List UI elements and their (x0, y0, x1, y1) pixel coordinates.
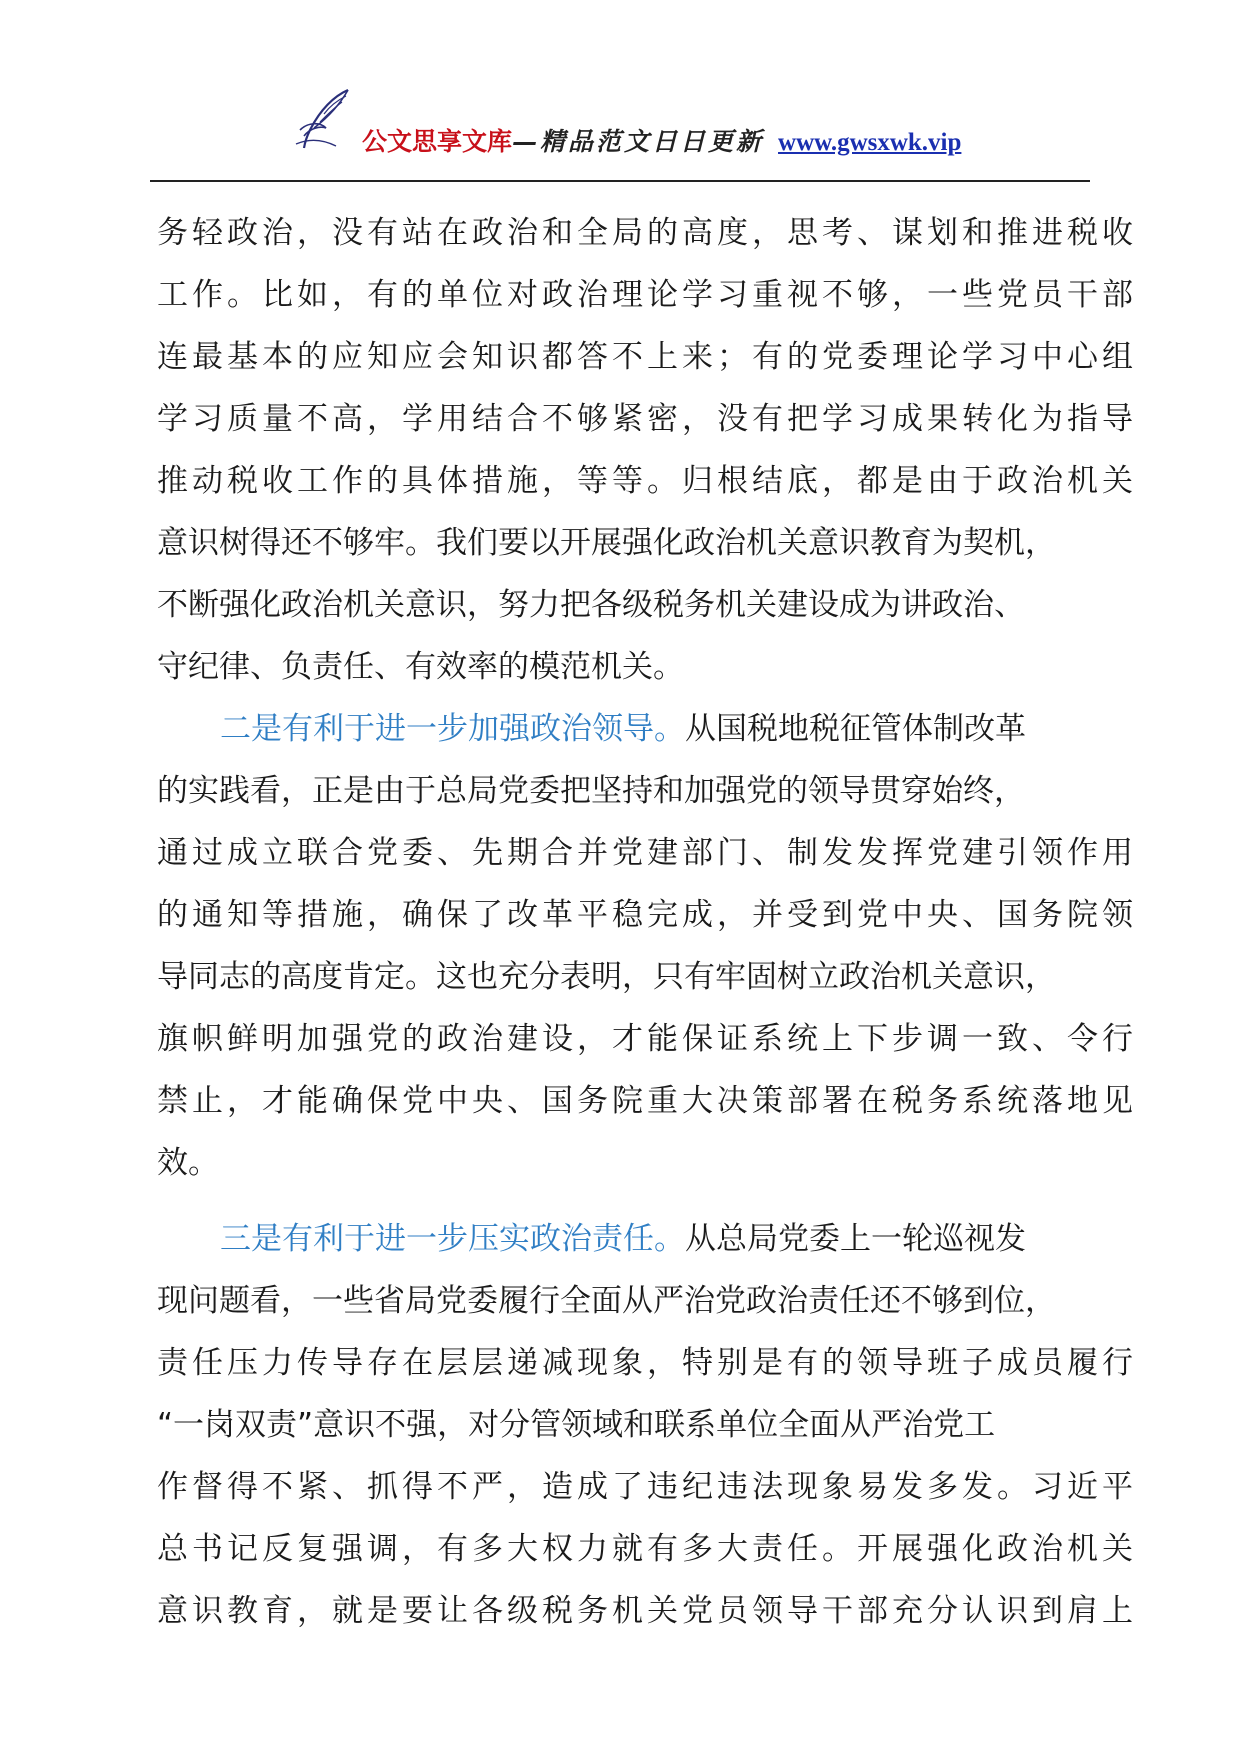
paragraph-1 (157, 202, 1137, 698)
text-line: 总书记反复强调，有多大权力就有多大责任。开展强化政治机关 (157, 1531, 1137, 1567)
heading-continuation: 从国税地税征管体制改革 (685, 711, 1026, 747)
slogan: —精品范文日日更新 (512, 127, 765, 156)
text-line: 通过成立联合党委、先期合并党建部门、制发发挥党建引领作用 (157, 835, 1137, 871)
text-line: 效。 (157, 1145, 219, 1181)
paragraph-heading: 三是有利于进一步压实政治责任。 (220, 1221, 685, 1257)
text-line (157, 1208, 1097, 1270)
brand-name: 公文思享文库 (362, 127, 513, 156)
text-line: 务轻政治，没有站在政治和全局的高度，思考、谋划和推进税收 (157, 215, 1137, 251)
header-divider (150, 180, 1090, 182)
text-line: 的实践看，正是由于总局党委把坚持和加强党的领导贯穿始终， (157, 773, 1025, 809)
paragraph-3 (157, 1208, 1137, 1642)
text-line: 现问题看，一些省局党委履行全面从严治党政治责任还不够到位， (157, 1283, 1056, 1319)
paragraph-2 (157, 698, 1137, 1194)
text-line: 的通知等措施，确保了改革平稳完成，并受到党中央、国务院领 (157, 897, 1137, 933)
text-line: 导同志的高度肯定。这也充分表明，只有牢固树立政治机关意识， (157, 959, 1056, 995)
text-line (157, 698, 1097, 760)
quill-pen-logo-icon (290, 86, 360, 152)
text-line: 作督得不紧、抓得不严，造成了违纪违法现象易发多发。习近平 (157, 1469, 1137, 1505)
text-line: “一岗双责”意识不强，对分管领域和联系单位全面从严治党工 (157, 1407, 996, 1443)
text-line: 旗帜鲜明加强党的政治建设，才能保证系统上下步调一致、令行 (157, 1021, 1137, 1057)
text-line: 守纪律、负责任、有效率的模范机关。 (157, 649, 684, 685)
text-line: 责任压力传导存在层层递减现象，特别是有的领导班子成员履行 (157, 1345, 1137, 1381)
text-line: 推动税收工作的具体措施，等等。归根结底，都是由于政治机关 (157, 463, 1137, 499)
header-text (362, 122, 961, 158)
text-line: 意识教育，就是要让各级税务机关党员领导干部充分认识到肩上 (157, 1593, 1137, 1629)
heading-continuation: 从总局党委上一轮巡视发 (685, 1221, 1026, 1257)
document-body (157, 202, 1137, 1642)
site-link[interactable]: www.gwsxwk.vip (778, 129, 962, 156)
text-line: 意识树得还不够牢。我们要以开展强化政治机关意识教育为契机， (157, 525, 1056, 561)
text-line: 学习质量不高，学用结合不够紧密，没有把学习成果转化为指导 (157, 401, 1137, 437)
text-line: 连最基本的应知应会知识都答不上来；有的党委理论学习中心组 (157, 339, 1137, 375)
text-line: 禁止，才能确保党中央、国务院重大决策部署在税务系统落地见 (157, 1083, 1137, 1119)
text-line: 工作。比如，有的单位对政治理论学习重视不够，一些党员干部 (157, 277, 1137, 313)
paragraph-heading: 二是有利于进一步加强政治领导。 (220, 711, 685, 747)
text-line: 不断强化政治机关意识，努力把各级税务机关建设成为讲政治、 (157, 587, 1025, 623)
page-header (150, 82, 1090, 154)
